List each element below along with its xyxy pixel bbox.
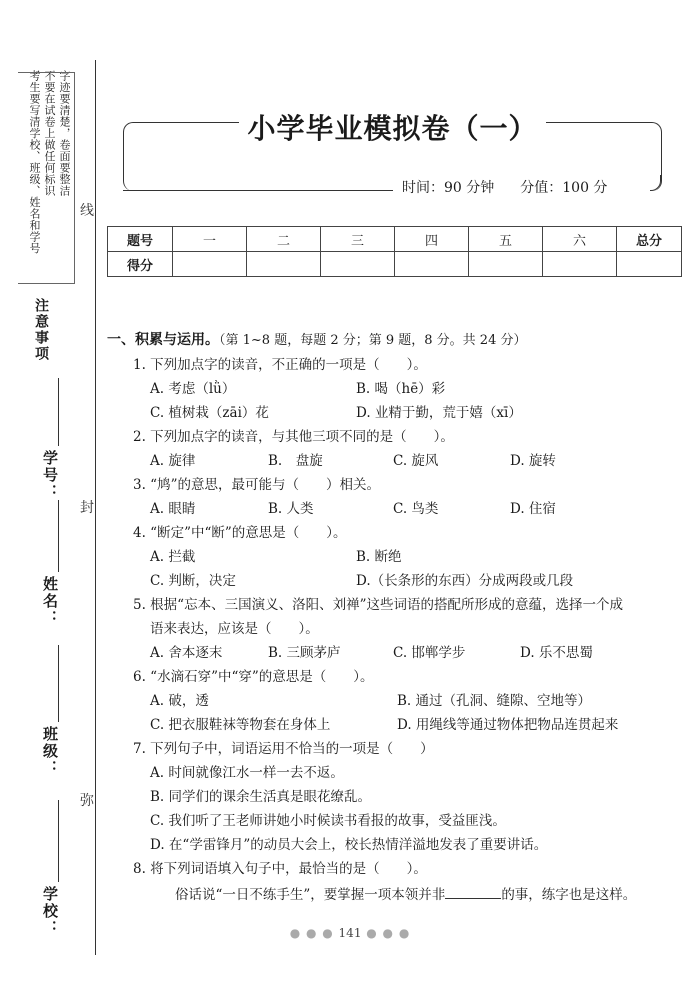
q3-option-b: B. 人类 bbox=[268, 501, 314, 517]
score-cell[interactable] bbox=[173, 252, 247, 277]
score-table-header: 总分 bbox=[617, 227, 682, 252]
q1-option-a: A. 考虑（lǜ） bbox=[150, 381, 236, 397]
score-cell[interactable] bbox=[617, 252, 682, 277]
q2-option-c: C. 旋风 bbox=[393, 453, 439, 469]
q8-blank[interactable] bbox=[445, 886, 501, 899]
q4-option-d: D.（长条形的东西）分成两段或几段 bbox=[356, 573, 574, 589]
question-6: 6. “水滴石穿”中“穿”的意思是（ ）。 bbox=[133, 669, 374, 685]
page-title-text: 小学毕业模拟卷（一） bbox=[239, 112, 545, 145]
xuexiao-field[interactable] bbox=[58, 800, 59, 882]
q5-option-a: A. 舍本逐末 bbox=[150, 645, 223, 661]
score-table-header: 题号 bbox=[108, 227, 173, 252]
score-table-header: 六 bbox=[543, 227, 617, 252]
q8-sentence bbox=[175, 883, 636, 903]
score-table-header: 二 bbox=[247, 227, 321, 252]
score-table-score-row bbox=[108, 252, 682, 277]
score-table-header: 三 bbox=[321, 227, 395, 252]
score-table-header-row bbox=[108, 227, 682, 252]
q8-sentence-a: 俗话说“一日不练手生”，要掌握一项本领并非 bbox=[175, 887, 446, 903]
q4-option-b: B. 断绝 bbox=[356, 549, 402, 565]
xuehao-field[interactable] bbox=[58, 378, 59, 446]
score-cell[interactable] bbox=[543, 252, 617, 277]
q1-option-b: B. 喝（hē）彩 bbox=[356, 381, 446, 397]
score-table-header: 一 bbox=[173, 227, 247, 252]
xuehao-label: 学号： bbox=[41, 450, 59, 501]
score-row-label: 得分 bbox=[108, 252, 173, 277]
xingming-label: 姓名： bbox=[41, 576, 59, 627]
question-5: 5. 根据“忘本、三国演义、洛阳、刘禅”这些词语的搭配所形成的意蕴，选择一个成 bbox=[133, 597, 623, 613]
q2-option-d: D. 旋转 bbox=[510, 453, 556, 469]
q1-option-d: D. 业精于勤，荒于嬉（xī） bbox=[356, 405, 522, 421]
question-3: 3. “鸠”的意思，最可能与（ ）相关。 bbox=[133, 477, 380, 493]
q5-option-c: C. 邯郸学步 bbox=[393, 645, 466, 661]
seal-xian: 线 bbox=[80, 200, 94, 220]
score-cell[interactable] bbox=[469, 252, 543, 277]
q3-option-c: C. 鸟类 bbox=[393, 501, 439, 517]
page-number-text: 141 bbox=[338, 926, 362, 940]
q6-option-c: C. 把衣服鞋袜等物套在身体上 bbox=[150, 717, 331, 733]
question-7: 7. 下列句子中，词语运用不恰当的一项是（ ） bbox=[133, 741, 434, 757]
question-4: 4. “断定”中“断”的意思是（ ）。 bbox=[133, 525, 347, 541]
section-title: 一、积累与运用。 bbox=[107, 332, 219, 348]
banji-field[interactable] bbox=[58, 645, 59, 722]
title-frame-bottom bbox=[123, 190, 393, 191]
q2-option-a: A. 旋律 bbox=[150, 453, 196, 469]
q1-option-c: C. 植树栽（zāi）花 bbox=[150, 405, 269, 421]
question-2: 2. 下列加点字的读音，与其他三项不同的是（ ）。 bbox=[133, 429, 454, 445]
q2-option-b: B. 盘旋 bbox=[268, 453, 323, 469]
q5-option-b: B. 三顾茅庐 bbox=[268, 645, 341, 661]
xingming-field[interactable] bbox=[58, 500, 59, 572]
notice-line-1: 考生要写清学校、班级、姓名和学号 bbox=[28, 70, 41, 254]
q7-option-b: B. 同学们的课余生活真是眼花缭乱。 bbox=[150, 789, 372, 805]
notice-label: 注意事项 bbox=[33, 298, 49, 362]
question-8: 8. 将下列词语填入句子中，最恰当的是（ ）。 bbox=[133, 861, 427, 877]
q6-option-d: D. 用绳线等通过物体把物品连贯起来 bbox=[397, 717, 619, 733]
q3-option-d: D. 住宿 bbox=[510, 501, 556, 517]
score-cell[interactable] bbox=[247, 252, 321, 277]
score-table bbox=[107, 226, 682, 277]
page-title bbox=[0, 107, 700, 147]
page-dots-left: ● ● ● bbox=[289, 926, 339, 940]
q6-option-b: B. 通过（孔洞、缝隙、空地等） bbox=[397, 693, 592, 709]
exam-info bbox=[402, 177, 607, 197]
section-heading bbox=[107, 329, 526, 349]
seal-feng: 封 bbox=[80, 497, 94, 517]
q8-sentence-b: 的事，练字也是这样。 bbox=[501, 887, 637, 903]
binding-line bbox=[95, 60, 96, 955]
title-frame-corner bbox=[650, 175, 661, 191]
xuexiao-label: 学校： bbox=[41, 886, 59, 937]
page-dots-right: ● ● ● bbox=[361, 926, 411, 940]
exam-time: 时间：90 分钟 bbox=[402, 180, 495, 196]
notice-line-3: 字迹要清楚，卷面要整洁 bbox=[58, 70, 71, 197]
page-number bbox=[0, 926, 700, 940]
score-cell[interactable] bbox=[395, 252, 469, 277]
q6-option-a: A. 破，透 bbox=[150, 693, 209, 709]
q7-option-a: A. 时间就像江水一样一去不返。 bbox=[150, 765, 344, 781]
q3-option-a: A. 眼睛 bbox=[150, 501, 196, 517]
section-note: （第 1~8 题，每题 2 分；第 9 题，8 分。共 24 分） bbox=[219, 333, 527, 348]
question-5-cont: 语来表达，应该是（ ）。 bbox=[150, 621, 319, 637]
q4-option-a: A. 拦截 bbox=[150, 549, 196, 565]
q7-option-d: D. 在“学雷锋月”的动员大会上，校长热情洋溢地发表了重要讲话。 bbox=[150, 837, 548, 853]
q5-option-d: D. 乐不思蜀 bbox=[520, 645, 593, 661]
banji-label: 班级： bbox=[41, 726, 59, 777]
score-table-header: 五 bbox=[469, 227, 543, 252]
score-cell[interactable] bbox=[321, 252, 395, 277]
q7-option-c: C. 我们听了王老师讲她小时候读书看报的故事，受益匪浅。 bbox=[150, 813, 506, 829]
seal-mi: 弥 bbox=[80, 790, 94, 810]
notice-line-2: 不要在试卷上做任何标识 bbox=[43, 70, 56, 197]
notice-box bbox=[18, 72, 75, 284]
q4-option-c: C. 判断，决定 bbox=[150, 573, 236, 589]
question-1: 1. 下列加点字的读音，不正确的一项是（ ）。 bbox=[133, 357, 427, 373]
exam-score: 分值：100 分 bbox=[520, 180, 608, 196]
score-table-header: 四 bbox=[395, 227, 469, 252]
